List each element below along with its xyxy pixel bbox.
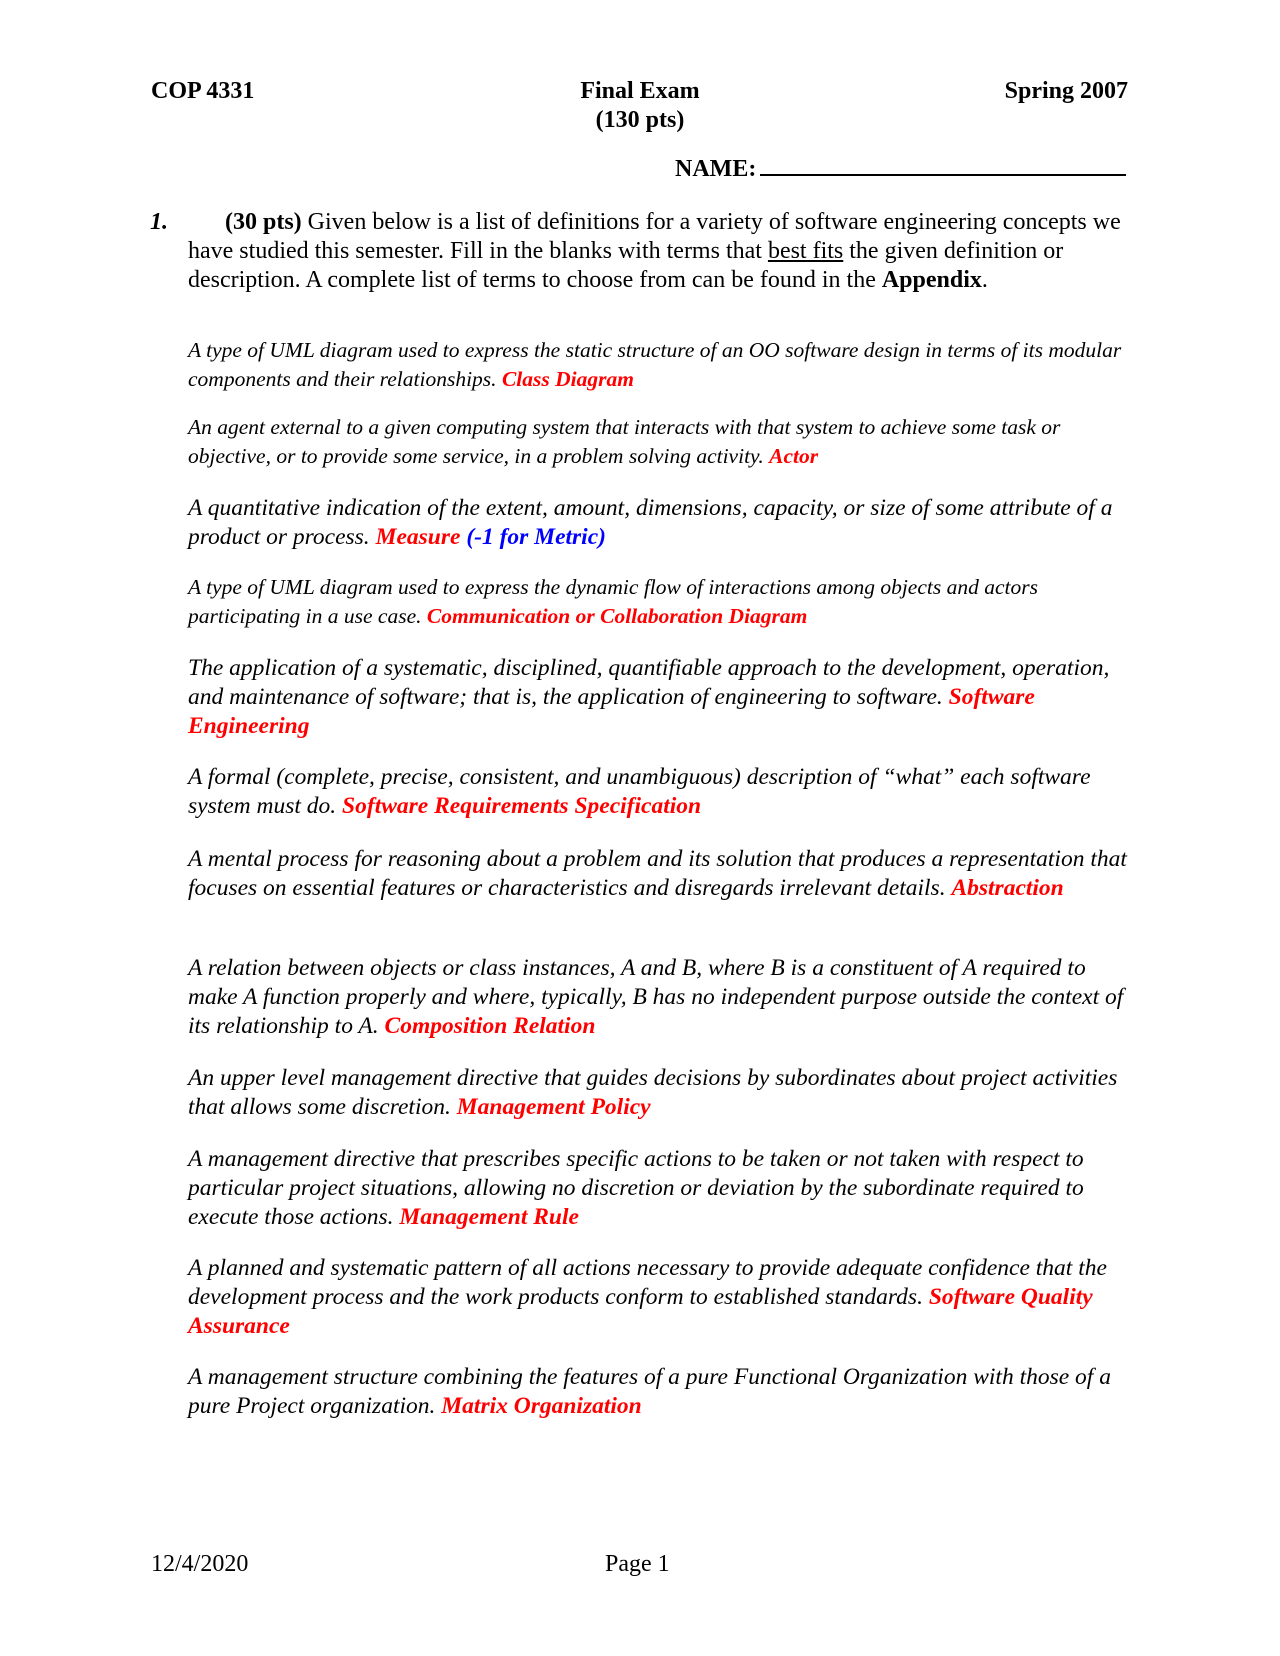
name-field — [675, 152, 1126, 183]
definition-text: A relation between objects or class instances, A and B, where B is a constituent of A required to make A function properly and where, typically, B has no independent purpose outside the context of its relationship to A. — [188, 955, 1124, 1039]
definition-item — [188, 336, 1133, 394]
definition-text: A mental process for reasoning about a problem and its solution that produces a representation that focuses on essential features or characteristics and disregards irrelevant details. — [188, 846, 1127, 901]
definition-text: A type of UML diagram used to express the dynamic flow of interactions among objects and actors participating in a use case. — [188, 575, 1038, 628]
question-points: (30 pts) — [225, 209, 302, 235]
page-number: Page 1 — [605, 1551, 670, 1577]
definition-text: An agent external to a given computing system that interacts with that system to achieve some task or objective, or to provide some service, in a problem solving activity. — [188, 415, 1061, 468]
definition-text: A quantitative indication of the extent, amount, dimensions, capacity, or size of some attribute of a product or process. — [188, 495, 1113, 550]
definition-item — [188, 1064, 1133, 1122]
definition-text: A management structure combining the features of a pure Functional Organization with those of a pure Project organization. — [188, 1364, 1111, 1419]
question-intro-a: Given below is a list of definitions for a variety of software engineering concepts we have studied this semester. Fill in the blanks with terms that — [188, 209, 1121, 264]
definition-item — [188, 573, 1133, 631]
footer-date: 12/4/2020 — [151, 1551, 249, 1577]
definition-item — [188, 763, 1133, 821]
definition-item — [188, 413, 1133, 471]
question-number: 1. — [150, 209, 168, 235]
answer-text: Software Engineering — [188, 684, 1035, 739]
answer-text: Composition Relation — [384, 1013, 596, 1039]
question-intro-b: the given definition or description. A complete list of terms to choose from can be found in the — [188, 238, 1064, 293]
exam-title-block — [520, 77, 760, 135]
definition-item — [188, 654, 1133, 741]
definition-text: A formal (complete, precise, consistent, and unambiguous) description of “what” each software system must do. — [188, 764, 1091, 819]
answer-text: Class Diagram — [501, 367, 634, 391]
definition-text: The application of a systematic, disciplined, quantifiable approach to the development, operation, and maintenance of software; that is, the application of engineering to software. — [188, 655, 1110, 710]
answer-text: Matrix Organization — [441, 1393, 642, 1419]
name-label: NAME: — [675, 156, 757, 182]
answer-text: Management Policy — [456, 1094, 651, 1120]
definition-item — [188, 954, 1133, 1041]
question-intro-underline: best fits — [767, 238, 844, 264]
question-1-intro — [150, 208, 1128, 295]
definition-item — [188, 1145, 1133, 1232]
answer-text: Software Requirements Specification — [342, 793, 702, 819]
definition-item — [188, 845, 1133, 903]
answer-text: Communication or Collaboration Diagram — [426, 604, 808, 628]
definition-item — [188, 1363, 1133, 1421]
question-period: . — [981, 267, 988, 293]
definition-text: A planned and systematic pattern of all actions necessary to provide adequate confidence that the development process and the work products conform to established standards. — [188, 1255, 1107, 1310]
definition-text: A type of UML diagram used to express the static structure of an OO software design in terms of its modular components and their relationships. — [188, 338, 1122, 391]
grading-note: (-1 for Metric) — [466, 524, 606, 550]
definition-item — [188, 494, 1133, 552]
course-code: COP 4331 — [151, 78, 255, 104]
definition-item — [188, 1254, 1133, 1341]
definition-text: An upper level management directive that guides decisions by subordinates about project activities that allows some discretion. — [188, 1065, 1118, 1120]
answer-text: Abstraction — [951, 875, 1064, 901]
definition-text: A management directive that prescribes specific actions to be taken or not taken with respect to particular project situations, allowing no discretion or deviation by the subordinate required to execute those actions. — [188, 1146, 1084, 1230]
answer-text: Software Quality Assurance — [188, 1284, 1093, 1339]
appendix-ref: Appendix — [881, 267, 982, 293]
exam-points: (130 pts) — [595, 107, 685, 133]
answer-text: Actor — [769, 444, 819, 468]
exam-title: Final Exam — [580, 78, 700, 104]
exam-term: Spring 2007 — [1004, 78, 1128, 104]
name-blank-line[interactable] — [760, 152, 1126, 176]
answer-text: Measure — [375, 524, 461, 550]
answer-text: Management Rule — [399, 1204, 579, 1230]
